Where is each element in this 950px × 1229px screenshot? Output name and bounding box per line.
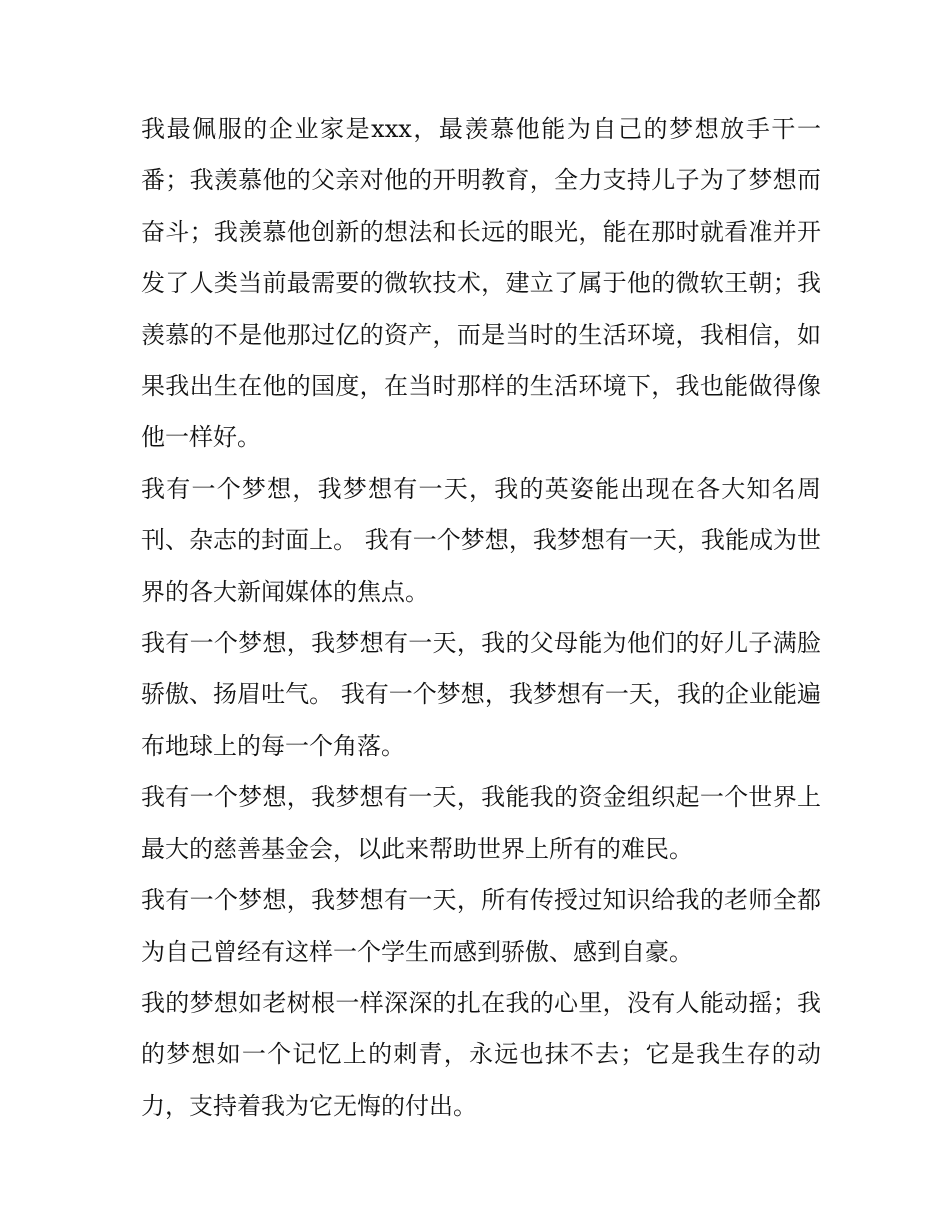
paragraph-dream-conclusion: 我的梦想如老树根一样深深的扎在我的心里，没有人能动摇；我的梦想如一个记忆上的刺青，永远也抹不去；它是我生存的动力，支持着我为它无悔的付出。 [141,988,821,1120]
paragraph-dream-teachers: 我有一个梦想，我梦想有一天，所有传授过知识给我的老师全都为自己曾经有这样一个学生而感到骄傲、感到自豪。 [141,886,821,966]
paragraph-dream-charity: 我有一个梦想，我梦想有一天，我能我的资金组织起一个世界上最大的慈善基金会，以此来帮助世界上所有的难民。 [141,783,821,863]
paragraph-entrepreneur: 我最佩服的企业家是xxx，最羡慕他能为自己的梦想放手干一番；我羡慕他的父亲对他的开明教育，全力支持儿子为了梦想而奋斗；我羡慕他创新的想法和长远的眼光，能在那时就看准并开发了人类当前最需要的微软技术，建立了属于他的微软王朝；我羡慕的不是他那过亿的资产，而是当时的生活环境，我相信，如果我出生在他的国度，在当时那样的生活环境下，我也能做得像他一样好。 [141,115,821,452]
paragraph-dream-parents: 我有一个梦想，我梦想有一天，我的父母能为他们的好儿子满脸骄傲、扬眉吐气。 我有一个梦想，我梦想有一天，我的企业能遍布地球上的每一个角落。 [141,629,821,760]
paragraph-dream-magazine: 我有一个梦想，我梦想有一天，我的英姿能出现在各大知名周刊、杂志的封面上。 我有一个梦想，我梦想有一天，我能成为世界的各大新闻媒体的焦点。 [141,474,821,606]
document-body [141,104,821,1132]
